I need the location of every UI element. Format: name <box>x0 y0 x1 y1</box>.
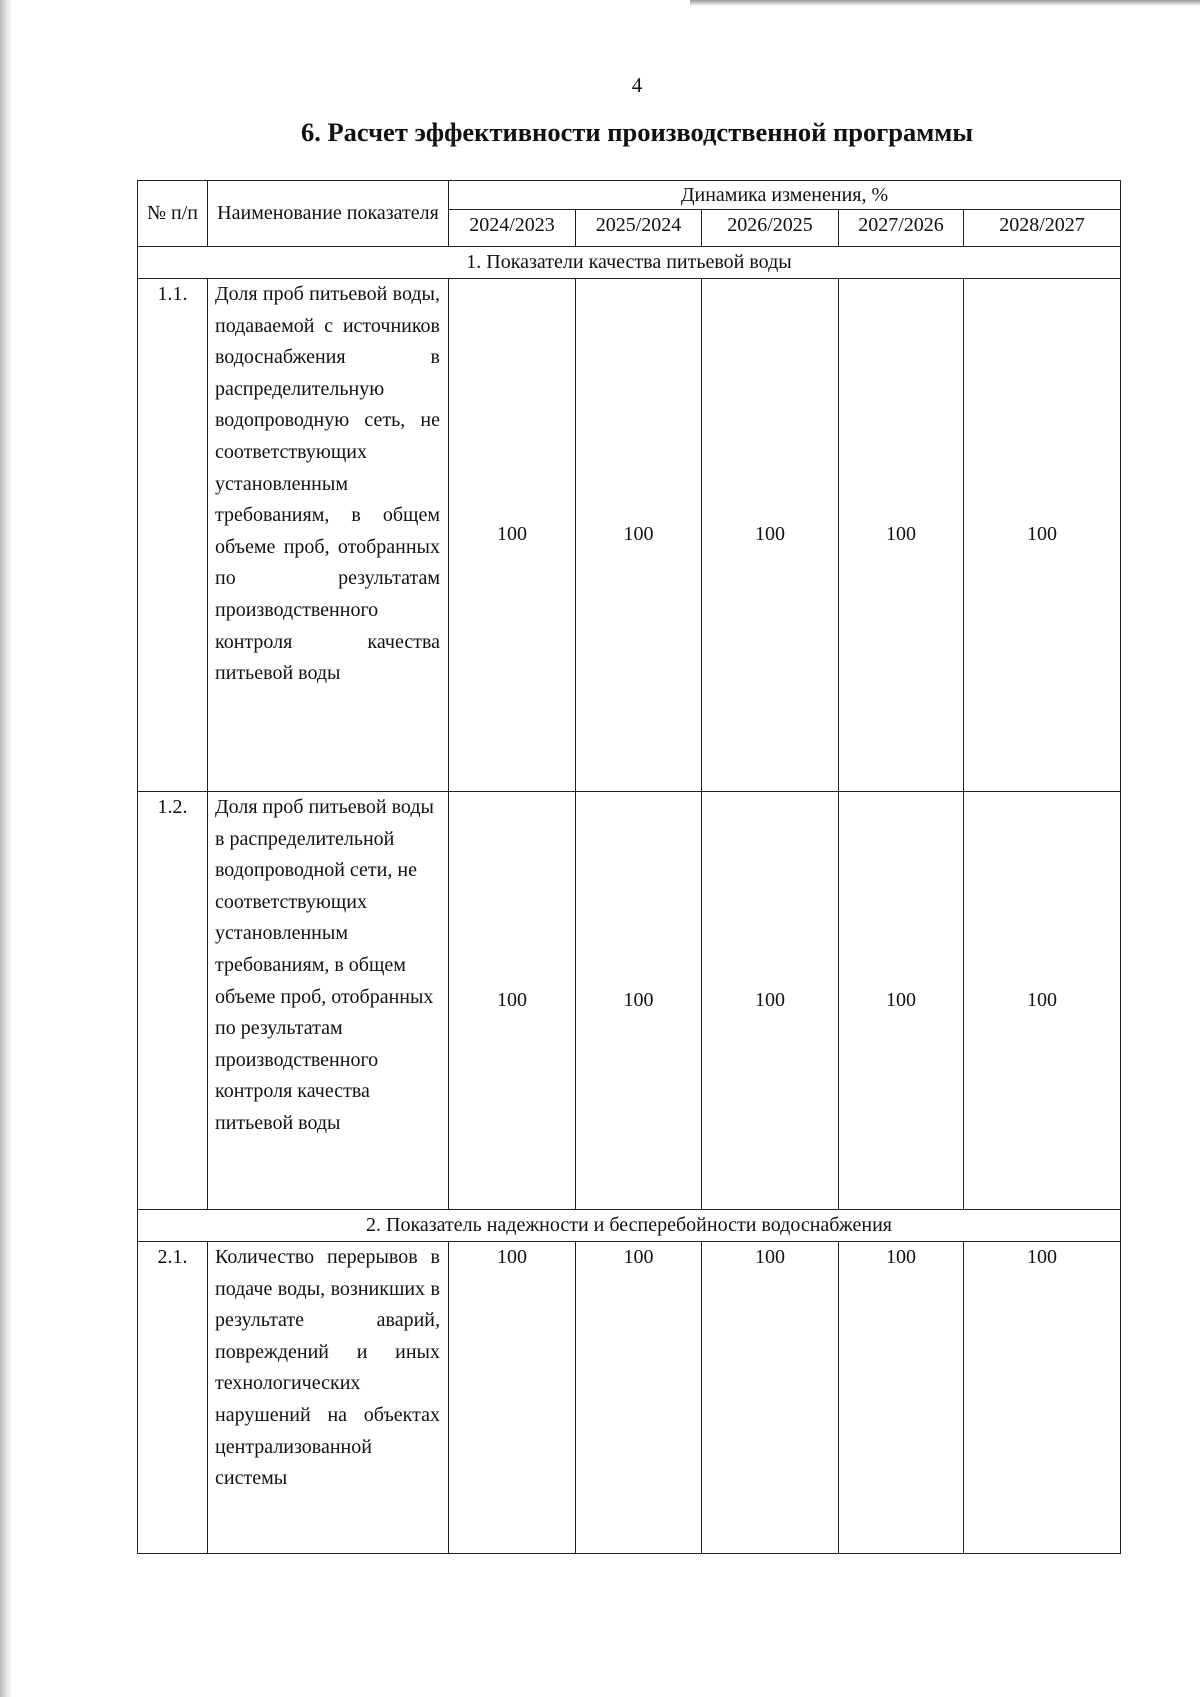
header-name: Наименование показателя <box>208 181 449 247</box>
row-number: 1.2. <box>138 792 208 1210</box>
table-row <box>138 279 1121 792</box>
value-cell: 100 <box>839 1242 964 1554</box>
header-dynamics: Динамика изменения, % <box>449 181 1121 210</box>
row-number: 2.1. <box>138 1242 208 1554</box>
scan-edge-top <box>690 0 1200 6</box>
scan-edge-left <box>0 0 12 1697</box>
value-cell: 100 <box>964 279 1121 792</box>
value-cell: 100 <box>964 792 1121 1210</box>
value-cell: 100 <box>964 1242 1121 1554</box>
value-cell: 100 <box>576 1242 702 1554</box>
indicator-name: Доля проб питьевой воды, подаваемой с источников водоснабжения в распределительную водопроводную сеть, не соответствующих установленным требованиям, в общем объеме проб, отобранных по результатам производственного контроля качества питьевой воды <box>208 279 449 792</box>
value-cell: 100 <box>449 1242 576 1554</box>
row-number: 1.1. <box>138 279 208 792</box>
value-cell: 100 <box>702 279 839 792</box>
value-cell: 100 <box>702 1242 839 1554</box>
value-cell: 100 <box>839 279 964 792</box>
value-cell: 100 <box>449 792 576 1210</box>
section-row <box>138 247 1121 279</box>
value-cell: 100 <box>839 792 964 1210</box>
header-row-1 <box>138 181 1121 210</box>
section-title: 6. Расчет эффективности производственной программы <box>300 117 974 147</box>
section-heading: 1. Показатели качества питьевой воды <box>138 247 1121 279</box>
header-num: № п/п <box>138 181 208 247</box>
indicator-name: Количество перерывов в подаче воды, возникших в результате аварий, повреждений и иных технологических нарушений на объектах централизованной системы <box>208 1242 449 1554</box>
header-period: 2027/2026 <box>839 210 964 247</box>
value-cell: 100 <box>576 792 702 1210</box>
value-cell: 100 <box>702 792 839 1210</box>
table-row <box>138 792 1121 1210</box>
indicator-name: Доля проб питьевой воды в распределительной водопроводной сети, не соответствующих установленным требованиям, в общем объеме проб, отобранных по результатам производственного контроля качества питьевой воды <box>208 792 449 1210</box>
section-heading: 2. Показатель надежности и бесперебойности водоснабжения <box>138 1210 1121 1242</box>
header-period: 2024/2023 <box>449 210 576 247</box>
header-period: 2028/2027 <box>964 210 1121 247</box>
section-row <box>138 1210 1121 1242</box>
table-row <box>138 1242 1121 1554</box>
efficiency-table <box>137 180 1121 1554</box>
header-period: 2026/2025 <box>702 210 839 247</box>
header-period: 2025/2024 <box>576 210 702 247</box>
page-number: 4 <box>631 73 643 97</box>
value-cell: 100 <box>576 279 702 792</box>
value-cell: 100 <box>449 279 576 792</box>
